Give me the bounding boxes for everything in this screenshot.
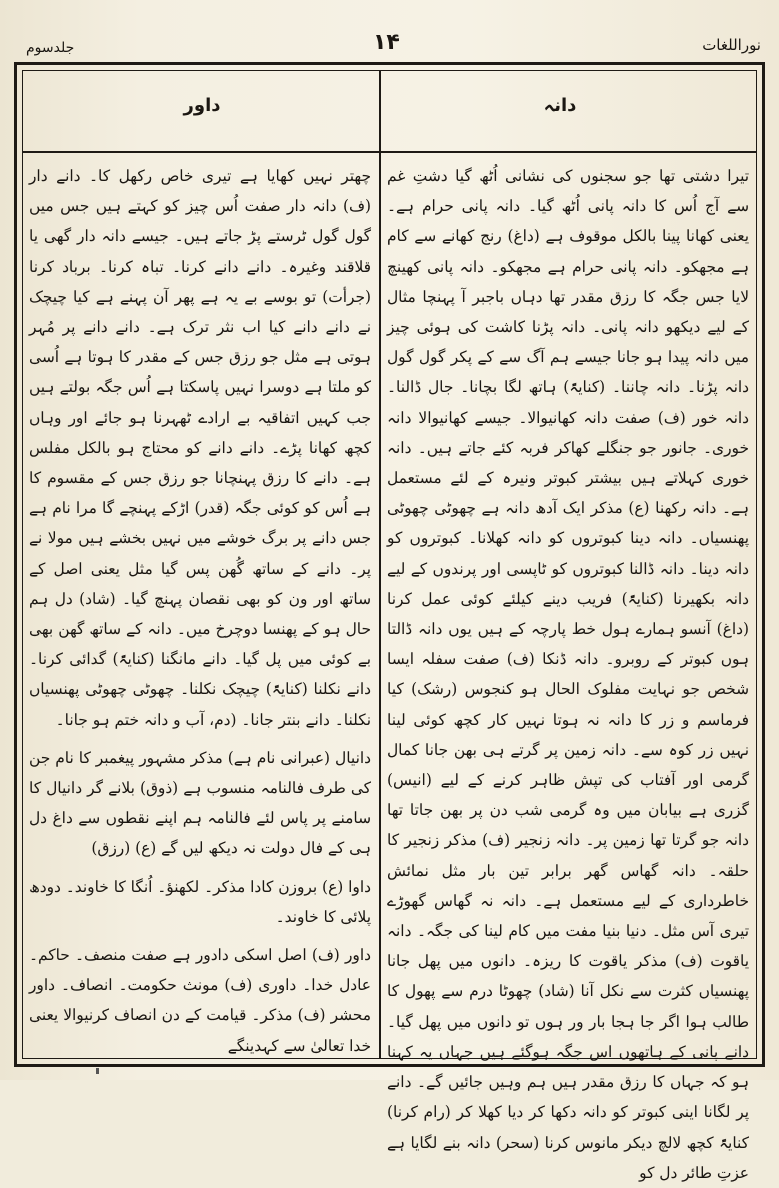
column-heading-row bbox=[23, 71, 756, 153]
right-column-heading: دانہ bbox=[543, 95, 577, 116]
right-column-text bbox=[387, 161, 753, 1182]
column-divider bbox=[379, 71, 381, 1058]
entry-paragraph: دانیال (عبرانی نام ہے) مذکر مشہور پیغمبر کا نام جن کی طرف فالنامہ منسوب ہے (ذوق) بلانے گر دانیال کا سامنے پر پاس لئے فالنامہ ہم اپنے نقطوں سے داغ دل ہی کے فال دولت نہ دیکھ لیں گے (ع) (رزق) bbox=[29, 748, 371, 858]
page-frame bbox=[14, 62, 765, 1182]
left-column-text bbox=[29, 161, 371, 1055]
left-column-heading: داور bbox=[183, 95, 221, 116]
page-number: ١۴ bbox=[373, 30, 400, 55]
entry-paragraph: چھتر نہیں کھایا ہے تیری خاص رکھل کا۔ دانے دار (ف) دانہ دار صفت اُس چیز کو کہتے ہیں جس میں گول گول ٹرستے پڑ جاتے ہیں۔ جیسے دانہ دار گھی یا قلاقند وغیرہ۔ دانے دانے کرنا۔ تباہ کرنا۔ برباد کرنا (جرأت) تو بوسے بے یہ ہے پھر آن پہنے ہے کیا چیچک نے دانے دانے کیا اب نثر ترک ہے۔ دانے دانے پر مُہر ہوتی ہے مثل جو رزق جس کے مقدر کا ہوتا ہے اُسی کو ملتا ہے دوسرا نہیں پاسکتا ہے اُس جگہ بولتے ہیں جب کہیں اتفاقیہ بے ارادے ٹھہرنا ہو جائے اور وہاں کچھ کھانا پڑے۔ دانے دانے کو محتاج ہو بالکل مفلس ہے۔ دانے کا رزق پہنچانا جو رزق جس کے مقسوم کا ہے اُس کو کوئی جگہ (قدر) اڑکے پہنچے گا مرا نام ہے جس دانے پر برگ خوشے میں نہیں بخشے ہیں مولا نے پر۔ دانے کے ساتھ گُھن پس گیا مثل یعنی اصل کے ساتھ اور ون کو بھی نقصان پہنچ گیا۔ (شاد) دل ہم حال ہو کے پھنسا دوچرخ میں۔ دانہ کے ساتھ گھن بھی بے کوئی میں پل گیا۔ دانے مانگنا (کنایۃً) گدائی کرنا۔ دانے نکلنا (کنایۃً) چیچک نکلنا۔ چھوٹی چھوٹی پھنسیاں نکلنا۔ دانے بنتر جانا۔ (دم، آب و دانہ ختم ہو جانا۔ bbox=[29, 167, 371, 729]
right-column-body: تیرا دشتی تھا جو سجنوں کی نشانی اُٹھ گیا دشتِ غم سے آج اُس کا دانہ پانی اُٹھ گیا۔ دانہ پانی حرام ہے۔ یعنی کھانا پینا بالکل موقوف ہے (داغ) رنج کھانے سے کام ہے مجھکو۔ دانہ پانی حرام ہے مجھکو۔ دانہ پانی کھینچ لایا جس جگہ کا رزق مقدر تھا دہاں باجبر آ پہنچا مثال کے لیے دیکھو دانہ پانی۔ دانہ پڑنا کاشت کی ہوئی چیز میں دانہ پیدا ہو جانا جیسے ہم آگ سے کے پکر گول گول دانہ پڑنا۔ دانہ چاننا۔ (کنایۃً) ہاتھ لگا بچانا۔ جال ڈالنا۔ دانہ خور (ف) صفت دانہ کھانیوالا۔ جیسے کھانیوالا دانہ خوری۔ جانور جو جنگلے کھاکر فربہ کئے جاتے ہیں۔ دانہ خوری کہلاتے ہیں بیشتر کبوتر ونیرہ کے لئے مستعمل ہے۔ دانہ رکھنا (ع) مذکر ایک آدھ دانہ ہے چھوٹی چھوٹی پھنسیاں۔ دانہ دینا کبوتروں کو دانہ کھلانا۔ کبوتروں کو دانہ دینا۔ دانہ ڈالنا کبوتروں کو ٹاپسی اور پرندوں کے لیے دانہ بکھیرنا (کنایۃً) فریب دینے کیلئے کوئی عمل کرنا (داغ) آنسو ہمارے ہول خط پارچہ کے ہیں یوں دانہ ڈالتا ہوں کبوتر کے روبرو۔ دانہ ڈنکا (ف) صفت سفلہ ایسا شخص جو نہایت مفلوک الحال ہو کنجوس (رشک) کیا فرماسم و زر کا دانہ نہ ہوتا نہیں کار کچھ کوئی لینا نہیں زر کوہ سے۔ دانہ زمین پر گرتے ہی بھن جانا کمال گرمی اور آفتاب کی تپش ظاہر کرنے کے لیے (انیس) گزری ہے بیابان میں وہ گرمی شب دن پر بھن جاتا تھا دانہ جو گرتا تھا زمین پر۔ دانہ زنجیر (ف) مذکر زنجیر کا حلقہ۔ دانہ گھاس گھر برابر تین بار مثل نمائش خاطرداری کے لیے مستعمل ہے۔ دانہ نہ گھاس گھوڑے تیری آس مثل۔ دنیا بنیا مفت میں کام لینا کی جگہ۔ دانہ یاقوت (ف) مذکر یاقوت کا ریزہ۔ دانوں میں پھل جانا پھنسیاں کثرت سے نکل آنا (شاد) چھوٹا درم سے پھول کا طالب ہوا اگر جا ہجا بار ور ہوں تو دانوں میں پھل گیا۔ دانے پانی کے ہاتھوں اس جگہ ہوگئے ہیں جہاں یہ کہنا ہو کہ جہاں کا رزق مقدر ہیں ہم وہیں جائیں گے۔ دانے پر لگانا اینی کبوتر کو دانہ دکھا کر دیا کھلا کر (رام کرنا) کنایۃً کچھ لالچ دیکر مانوس کرنا (سحر) دانہ بنے لگایا ہے عزتِ طائر دل کو bbox=[387, 167, 749, 1182]
volume-label: جلدسوم bbox=[26, 40, 75, 56]
book-title: نوراللغات bbox=[702, 36, 761, 54]
entry-paragraph: داوا (ع) بروزن کادا مذکر۔ لکھنؤ۔ اُنگا کا خاوند۔ دودھ پلائی کا خاوند۔ bbox=[29, 877, 371, 926]
page-mark bbox=[96, 1068, 99, 1074]
page-frame-inner bbox=[22, 70, 757, 1182]
entry-paragraph: داور (ف) اصل اسکی دادور ہے صفت منصف۔ حاکم۔ عادل خدا۔ داوری (ف) مونث حکومت۔ انصاف۔ داور محشر (ف) مذکر۔ قیامت کے دن انصاف کرنیوالا یعنی خدا تعالیٰ سے کہدینگے bbox=[29, 946, 371, 1055]
